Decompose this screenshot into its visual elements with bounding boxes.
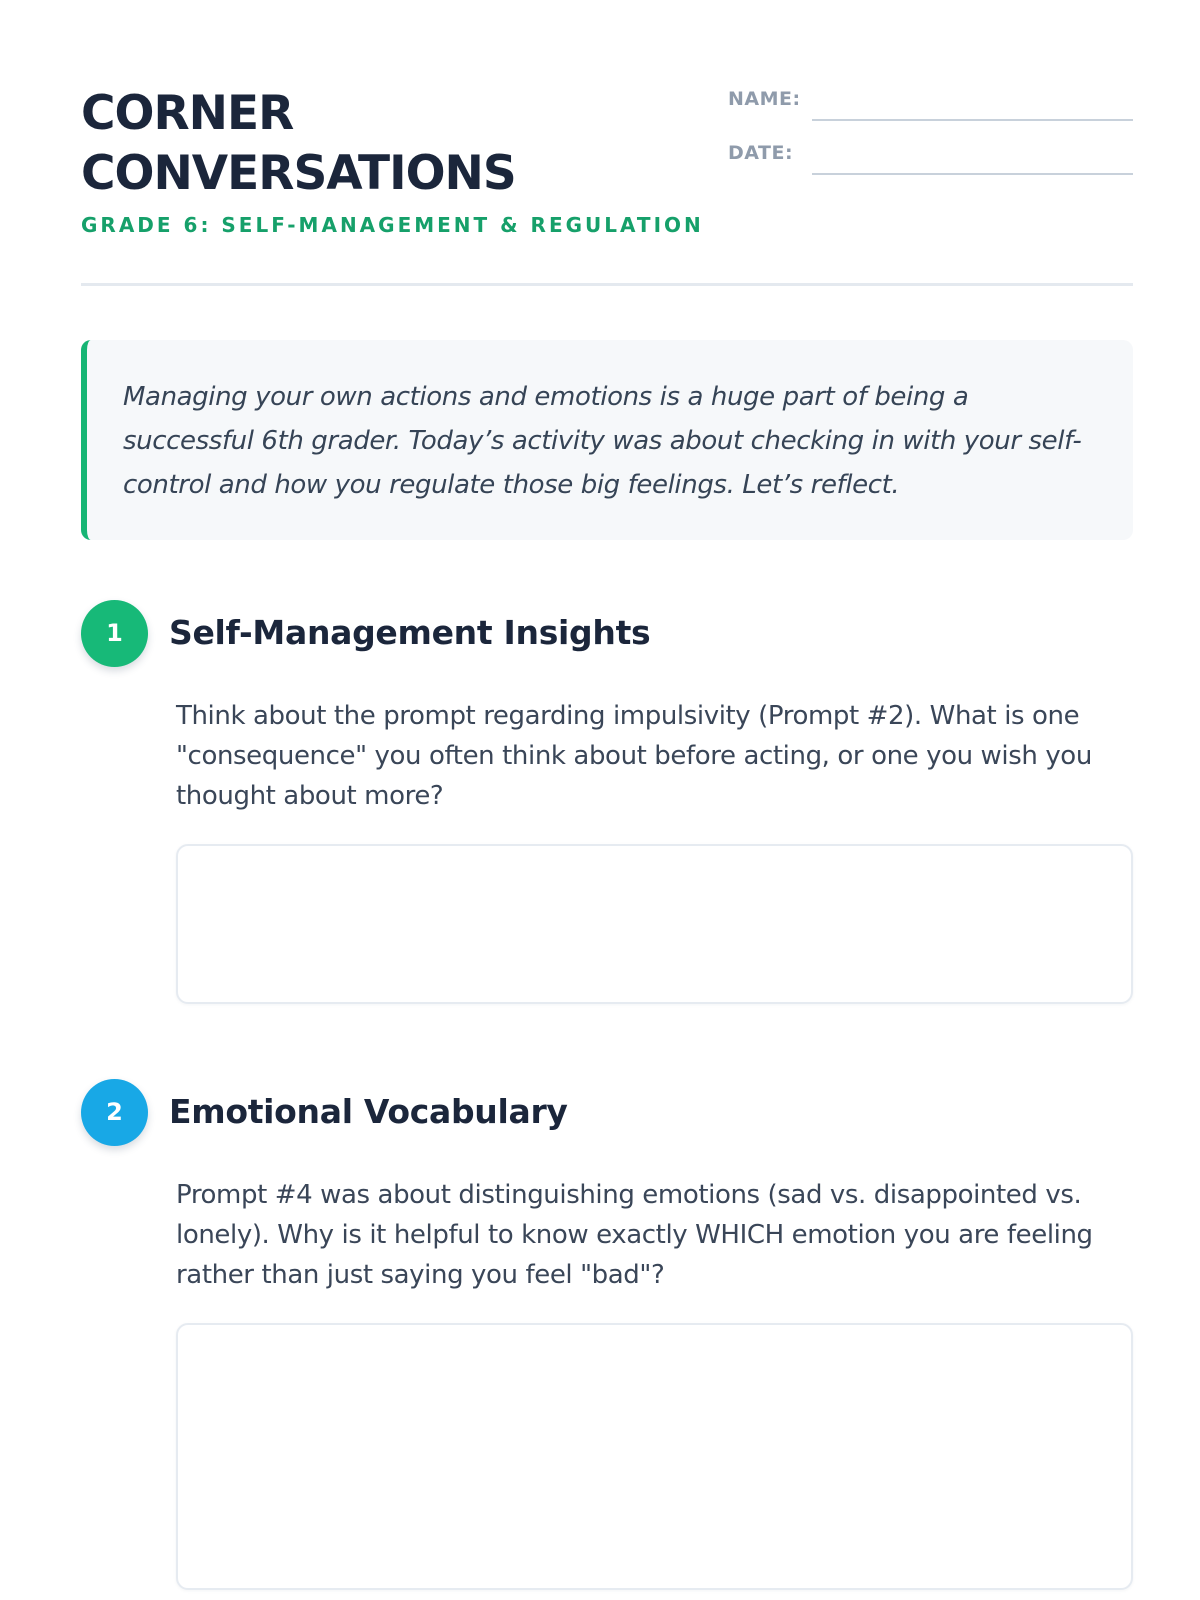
date-label: DATE: bbox=[728, 142, 794, 164]
intro-callout bbox=[81, 340, 1133, 540]
date-input-line[interactable] bbox=[812, 173, 1133, 175]
date-field bbox=[728, 140, 1133, 194]
title-line-2: CONVERSATIONS bbox=[81, 146, 516, 201]
page-title bbox=[81, 84, 516, 204]
title-line-1: CORNER bbox=[81, 86, 294, 141]
answer-box[interactable] bbox=[176, 1323, 1133, 1590]
worksheet-header bbox=[81, 0, 1133, 286]
worksheet-page bbox=[81, 0, 1133, 1290]
section-number-badge: 2 bbox=[81, 1079, 148, 1146]
answer-box[interactable] bbox=[176, 844, 1133, 1004]
page-subtitle: GRADE 6: SELF-MANAGEMENT & REGULATION bbox=[81, 213, 704, 237]
intro-text: Managing your own actions and emotions is a huge part of being a successful 6th grader. Today’s activity was about checking in with your self-control and how you regulate those big feelings. Let’s reflect. bbox=[123, 382, 1082, 500]
name-label: NAME: bbox=[728, 88, 801, 110]
section-title: Emotional Vocabulary bbox=[169, 1092, 568, 1131]
name-field bbox=[728, 86, 1133, 140]
student-info-fields bbox=[728, 86, 1133, 194]
section-number-badge: 1 bbox=[81, 600, 148, 667]
section-title: Self-Management Insights bbox=[169, 613, 651, 652]
section-question: Think about the prompt regarding impulsivity (Prompt #2). What is one "consequence" you often think about before acting, or one you wish you thought about more? bbox=[176, 701, 1092, 811]
name-input-line[interactable] bbox=[812, 119, 1133, 121]
section-question: Prompt #4 was about distinguishing emotions (sad vs. disappointed vs. lonely). Why is it helpful to know exactly WHICH emotion you are feeling rather than just saying you feel "bad"? bbox=[176, 1180, 1093, 1290]
